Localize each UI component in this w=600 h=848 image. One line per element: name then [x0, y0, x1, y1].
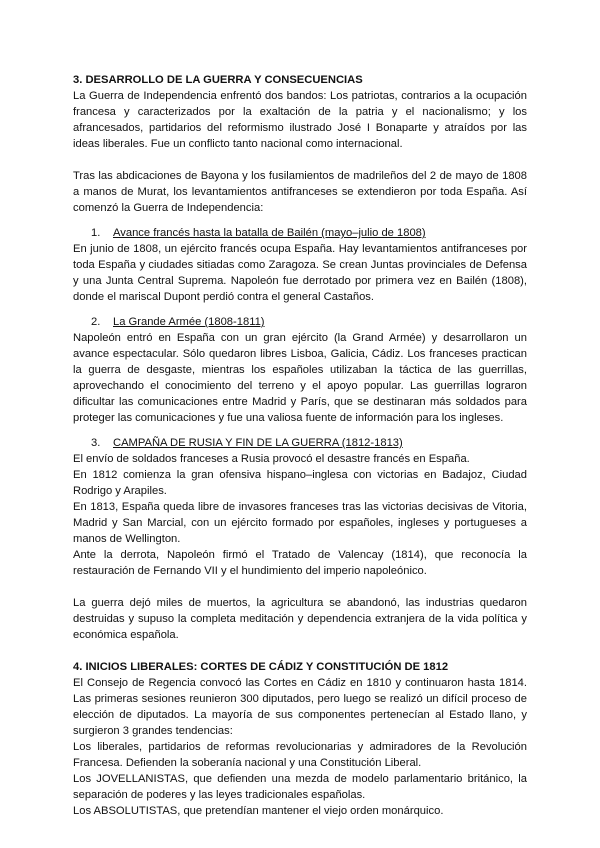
list-item-2-heading: La Grande Armée (1808-1811) — [113, 316, 265, 328]
section-4-paragraph-3: Los JOVELLANISTAS, que defienden una mezda de modelo parlamentario británico, la separación de poderes y las leyes tradicionales españolas. — [73, 773, 527, 801]
list-item-1-title — [91, 225, 527, 241]
list-item-3-paragraph-3: En 1813, España queda libre de invasores franceses tras las victorias decisivas de Vitoria, Madrid y San Marcial, con un ejército formado por españoles, ingleses y portugueses a manos de Wellington. — [73, 501, 527, 545]
section-3-heading: 3. DESARROLLO DE LA GUERRA Y CONSECUENCIAS — [73, 74, 363, 86]
list-item-1-paragraph: En junio de 1808, un ejército francés ocupa España. Hay levantamientos antifranceses por toda España y ciudades sitiadas como Zaragoza. Se crean Juntas provinciales de Defensa y una Junta Central Suprema. Napoleón fue derrotado por primera vez en Bailén (1808), donde el mariscal Dupont perdió contra el general Castaños. — [73, 243, 527, 303]
section-4-paragraph-2: Los liberales, partidarios de reformas revolucionarias y admiradores de la Revolución Francesa. Defienden la soberanía nacional y una Constitución Liberal. — [73, 741, 527, 769]
section-4-heading: 4. INICIOS LIBERALES: CORTES DE CÁDIZ Y CONSTITUCIÓN DE 1812 — [73, 661, 449, 673]
list-item-3-paragraph-2: En 1812 comienza la gran ofensiva hispano–inglesa con victorias en Badajoz, Ciudad Rodrigo y Arapiles. — [73, 469, 527, 497]
section-4-paragraph-1: El Consejo de Regencia convocó las Cortes en Cádiz en 1810 y continuaron hasta 1814. Las primeras sesiones reunieron 300 diputados, pero luego se realizó un difícil proceso de elección de diputados. La mayoría de sus componentes pertenecían al Estado llano, y surgieron 3 grandes tendencias: — [73, 677, 527, 737]
list-item-1-number: 1. — [91, 227, 101, 239]
list-item-2-paragraph: Napoleón entró en España con un gran ejército (la Grand Armée) y desarrollaron un avance espectacular. Sólo quedaron libres Lisboa, Galicia, Cádiz. Los franceses practican la guerra de desgaste, mientras los españoles utilizaban la táctica de las guerrillas, aprovechando el conocimiento del terreno y el apoyo popular. Las guerrillas lograron dificultar las comunicaciones entre Madrid y París, que se destinaran más soldados para proteger las comunicaciones y fue una valiosa fuente de información para los ingleses. — [73, 332, 527, 424]
document-page — [73, 72, 527, 819]
section-3-bayona-paragraph: Tras las abdicaciones de Bayona y los fusilamientos de madrileños del 2 de mayo de 1808 a manos de Murat, los levantamientos antifranceses se extendieron por toda España. Así comenzó la Guerra de Independencia: — [73, 170, 527, 214]
list-item-3-paragraph-4: Ante la derrota, Napoleón firmó el Tratado de Valencay (1814), que reconocía la restauración de Fernando VII y el hundimiento del imperio napoleónico. — [73, 549, 527, 577]
section-3-intro: La Guerra de Independencia enfrentó dos bandos: Los patriotas, contrarios a la ocupación francesa y caracterizados por la exaltación de la patria y el nacionalismo; y los afrancesados, partidarios del reformismo ilustrado José I Bonaparte y atraídos por las ideas liberales. Fue un conflicto tanto nacional como internacional. — [73, 90, 527, 150]
list-item-1-heading: Avance francés hasta la batalla de Bailén (mayo–julio de 1808) — [113, 227, 426, 239]
list-item-3-heading: CAMPAÑA DE RUSIA Y FIN DE LA GUERRA (1812-1813) — [113, 437, 403, 449]
list-item-2-number: 2. — [91, 316, 101, 328]
list-item-2-title — [91, 314, 527, 330]
list-item-3-paragraph-1: El envío de soldados franceses a Rusia provocó el desastre francés en España. — [73, 453, 470, 465]
section-4-paragraph-4: Los ABSOLUTISTAS, que pretendían mantener el viejo orden monárquico. — [73, 805, 444, 817]
section-3-conclusion: La guerra dejó miles de muertos, la agricultura se abandonó, las industrias quedaron destruidas y supuso la completa meditación y dependencia extranjera de la vida política y económica española. — [73, 597, 527, 641]
list-item-3-number: 3. — [91, 437, 101, 449]
list-item-3-title — [91, 435, 527, 451]
